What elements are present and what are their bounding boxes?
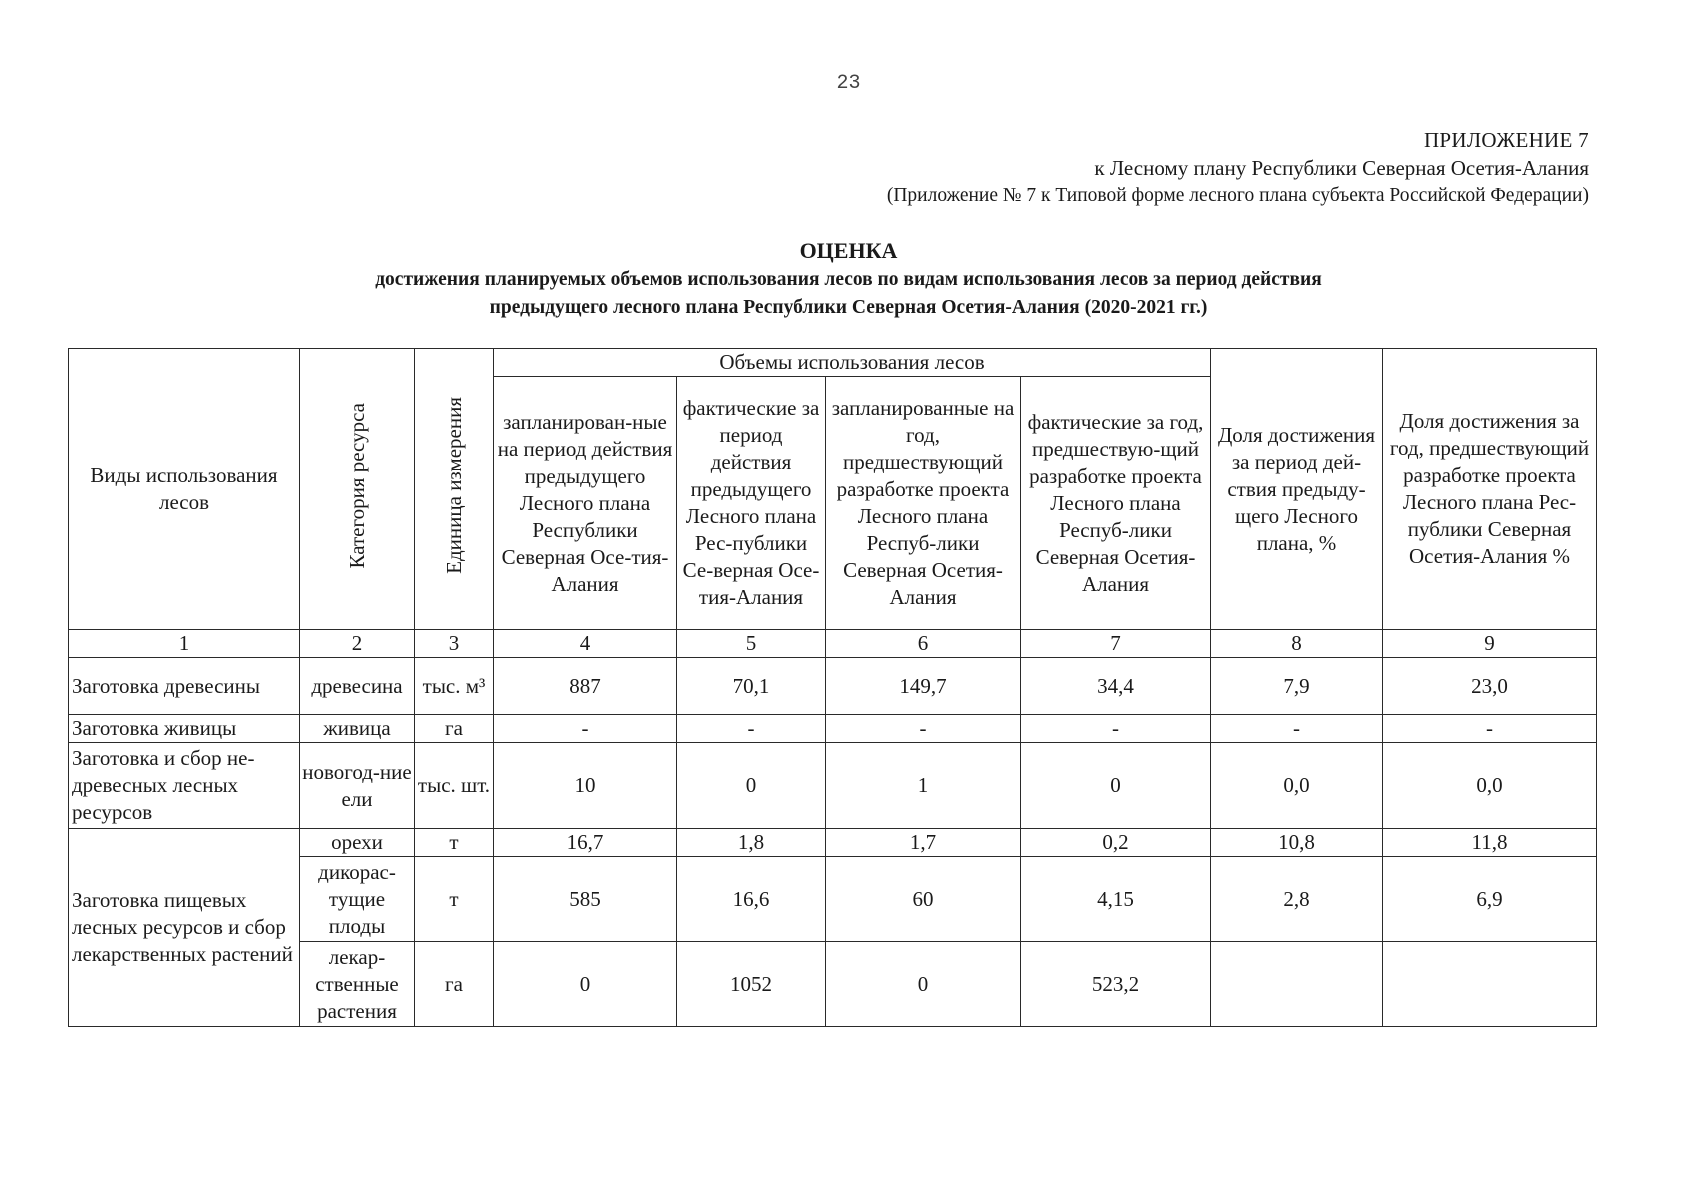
row-share-year: 0,0 [1383,743,1597,829]
row-actual-year: 4,15 [1021,857,1211,942]
page-number: 23 [836,72,861,95]
annex-reference: к Лесному плану Республики Северная Осетия-Алания [1094,156,1589,180]
row-actual-year: 34,4 [1021,658,1211,715]
table-row [69,715,1597,743]
table-row [69,829,1597,857]
row-planned-year: 0 [826,942,1021,1027]
row-actual-period: 16,6 [677,857,826,942]
row-share-year: - [1383,715,1597,743]
row-planned-year: 60 [826,857,1021,942]
row-actual-year: 523,2 [1021,942,1211,1027]
title-main: ОЦЕНКА [799,238,898,263]
header-planned-year: запланированные на год, предшествующий разработке проекта Лесного плана Респуб-лики Северная Осетия-Алания [826,377,1021,630]
row-unit: га [415,715,494,743]
document-title [0,236,1697,322]
header-actual-period: фактические за период действия предыдущего Лесного плана Рес-публики Се-верная Осе-тия-Алания [677,377,826,630]
header-share-year: Доля достижения за год, предшествующий разработке проекта Лесного плана Рес-публики Северная Осетия-Алания % [1383,349,1597,630]
row-planned-period: 887 [494,658,677,715]
row-planned-year: - [826,715,1021,743]
row-category: дикорас-тущие плоды [300,857,415,942]
header-row-1 [69,349,1597,377]
header-actual-year: фактические за год, предшествую-щий разработке проекта Лесного плана Респуб-лики Северная Осетия-Алания [1021,377,1211,630]
header-unit-text: Единица измерения [441,397,466,574]
row-category: орехи [300,829,415,857]
table-row [69,743,1597,829]
title-line-3: предыдущего лесного плана Республики Северная Осетия-Алания (2020-2021 гг.) [489,297,1208,318]
row-unit: т [415,857,494,942]
row-actual-year: 0,2 [1021,829,1211,857]
row-unit: тыс. м³ [415,658,494,715]
column-number: 5 [677,630,826,658]
row-use-type: Заготовка и сбор не-древесных лесных ресурсов [69,743,300,829]
annex-typical-form-reference: (Приложение № 7 к Типовой форме лесного плана субъекта Российской Федерации) [886,185,1589,206]
row-category: живица [300,715,415,743]
row-use-type-food-resources: Заготовка пищевых лесных ресурсов и сбор лекарственных растений [69,829,300,1027]
row-planned-year: 149,7 [826,658,1021,715]
annex-heading: ПРИЛОЖЕНИЕ 7 [1423,128,1589,152]
row-share-period [1211,942,1383,1027]
row-planned-year: 1 [826,743,1021,829]
row-planned-period: 585 [494,857,677,942]
table-row [69,658,1597,715]
column-number: 9 [1383,630,1597,658]
row-share-year: 11,8 [1383,829,1597,857]
row-share-year: 6,9 [1383,857,1597,942]
annex-block [887,126,1589,210]
row-unit: га [415,942,494,1027]
row-actual-period: 1052 [677,942,826,1027]
row-actual-period: 0 [677,743,826,829]
header-planned-period: запланирован-ные на период действия предыдущего Лесного плана Республики Северная Осе-тия-Алания [494,377,677,630]
row-planned-period: - [494,715,677,743]
column-number: 3 [415,630,494,658]
row-actual-year: - [1021,715,1211,743]
row-unit: т [415,829,494,857]
row-category: лекар-ственные растения [300,942,415,1027]
row-share-year: 23,0 [1383,658,1597,715]
row-share-period: 10,8 [1211,829,1383,857]
column-number: 8 [1211,630,1383,658]
header-forest-use-types: Виды использования лесов [69,349,300,630]
row-planned-period: 16,7 [494,829,677,857]
row-share-year [1383,942,1597,1027]
row-actual-period: 70,1 [677,658,826,715]
row-use-type: Заготовка живицы [69,715,300,743]
row-share-period: - [1211,715,1383,743]
header-share-period: Доля достижения за период дей-ствия предыду-щего Лесного плана, % [1211,349,1383,630]
row-actual-period: - [677,715,826,743]
row-use-type: Заготовка древесины [69,658,300,715]
header-resource-category-text: Категория ресурса [344,402,369,569]
column-number: 1 [69,630,300,658]
row-actual-year: 0 [1021,743,1211,829]
column-numbers-row [69,630,1597,658]
row-category: новогод-ние ели [300,743,415,829]
column-number: 7 [1021,630,1211,658]
column-number: 2 [300,630,415,658]
row-actual-period: 1,8 [677,829,826,857]
column-number: 6 [826,630,1021,658]
row-share-period: 0,0 [1211,743,1383,829]
header-volumes-group: Объемы использования лесов [494,349,1211,377]
row-unit: тыс. шт. [415,743,494,829]
row-planned-period: 0 [494,942,677,1027]
header-unit [415,349,494,630]
row-category: древесина [300,658,415,715]
header-resource-category [300,349,415,630]
title-line-2: достижения планируемых объемов использования лесов по видам использования лесов за период действия [375,269,1322,290]
column-number: 4 [494,630,677,658]
row-share-period: 2,8 [1211,857,1383,942]
row-planned-period: 10 [494,743,677,829]
assessment-table [68,348,1597,1027]
row-planned-year: 1,7 [826,829,1021,857]
row-share-period: 7,9 [1211,658,1383,715]
